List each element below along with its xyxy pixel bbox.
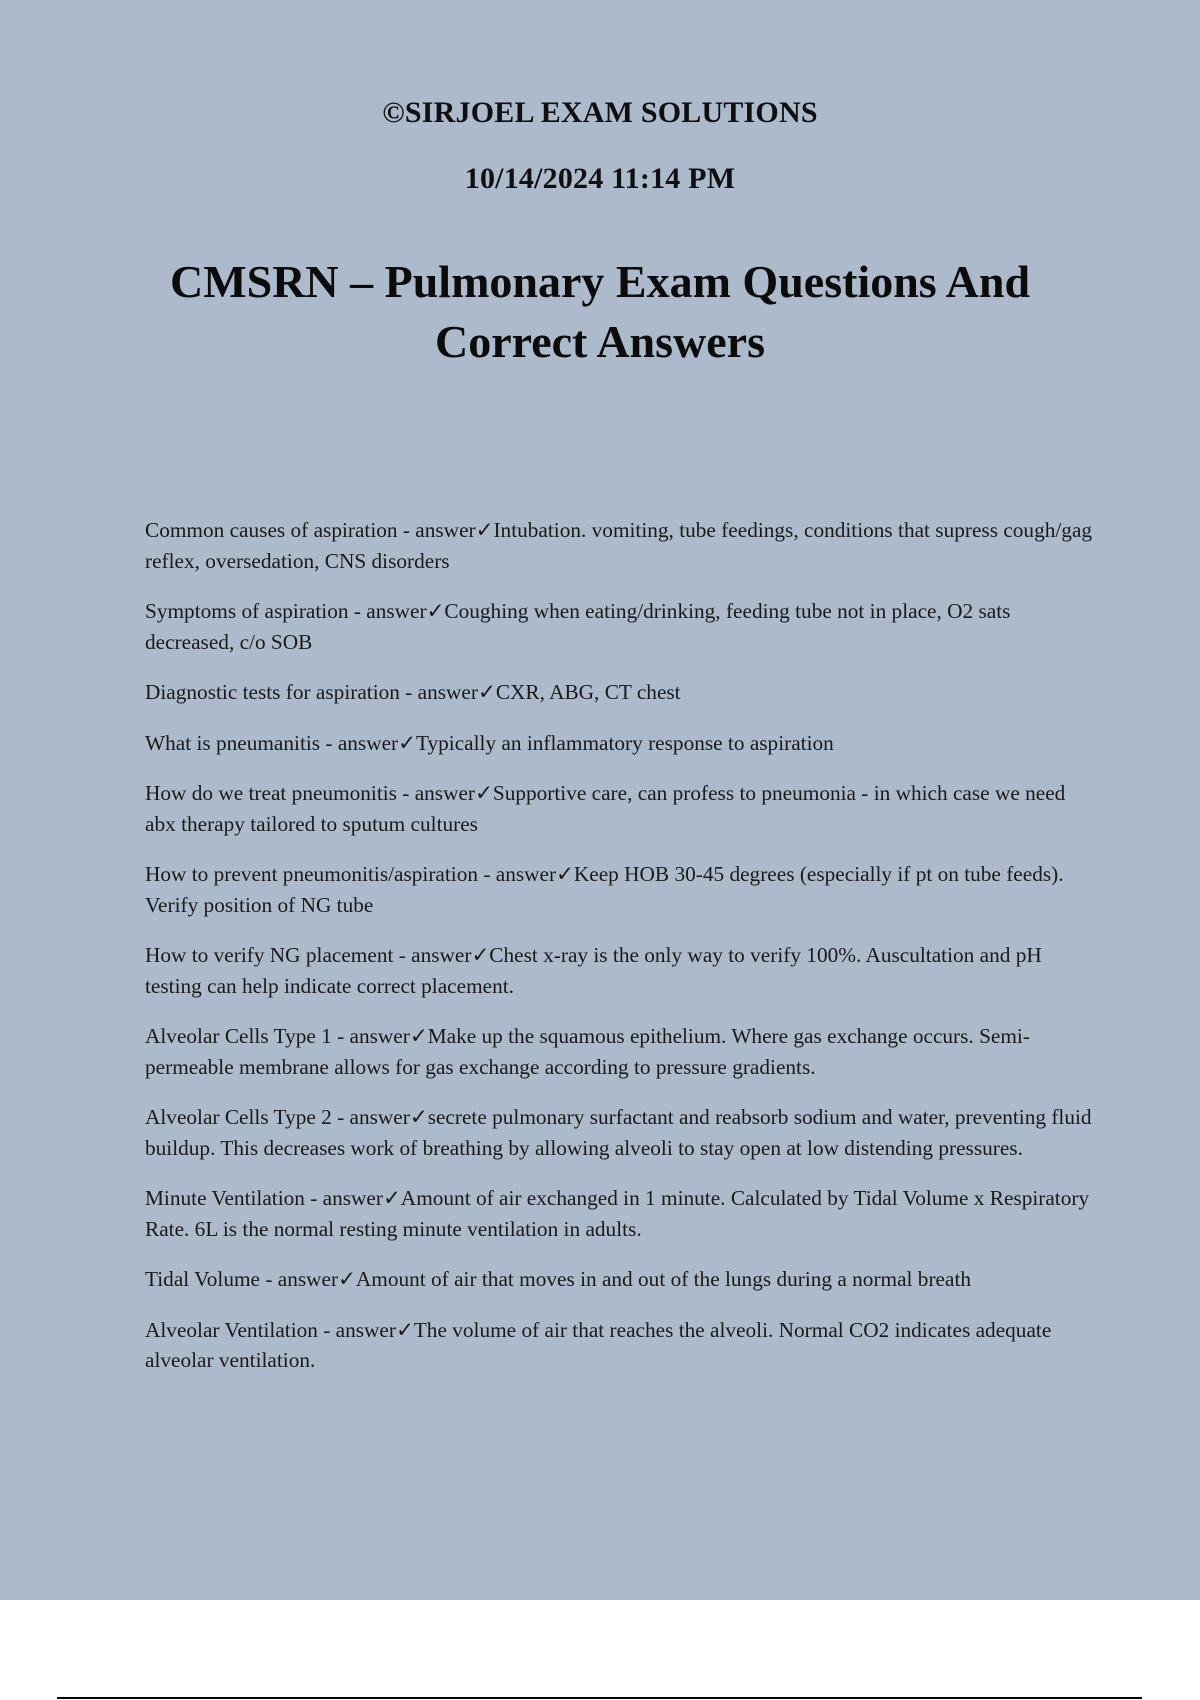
qa-item: How to verify NG placement - answer✓Chest x-ray is the only way to verify 100%. Auscultation and pH testing can help indicate correct placement.	[145, 943, 1042, 998]
qa-item: How to prevent pneumonitis/aspiration - answer✓Keep HOB 30-45 degrees (especially if pt on tube feeds). Verify position of NG tube	[145, 862, 1064, 917]
qa-item: How do we treat pneumonitis - answer✓Supportive care, can profess to pneumonia - in which case we need abx therapy tailored to sputum cultures	[145, 781, 1066, 836]
qa-item: What is pneumanitis - answer✓Typically an inflammatory response to aspiration	[145, 730, 834, 755]
qa-item: Diagnostic tests for aspiration - answer✓CXR, ABG, CT chest	[145, 680, 681, 704]
qa-item: Minute Ventilation - answer✓Amount of air exchanged in 1 minute. Calculated by Tidal Volume x Respiratory Rate. 6L is the normal resting minute ventilation in adults.	[145, 1186, 1090, 1241]
footer-divider	[57, 1697, 1142, 1699]
qa-item: Tidal Volume - answer✓Amount of air that moves in and out of the lungs during a normal breath	[145, 1267, 972, 1291]
qa-item: Symptoms of aspiration - answer✓Coughing when eating/drinking, feeding tube not in place, O2 sats decreased, c/o SOB	[145, 599, 1011, 654]
qa-item: Common causes of aspiration - answer✓Intubation. vomiting, tube feedings, conditions that supress cough/gag reflex, oversedation, CNS disorders	[145, 518, 1093, 573]
brand-heading: ©SIRJOEL EXAM SOLUTIONS	[382, 96, 818, 129]
timestamp-heading: 10/14/2024 11:14 PM	[464, 162, 736, 195]
qa-item: Alveolar Ventilation - answer✓The volume of air that reaches the alveoli. Normal CO2 indicates adequate alveolar ventilation.	[145, 1317, 1052, 1372]
document-title: CMSRN – Pulmonary Exam Questions And Correct Answers	[169, 256, 1031, 367]
qa-list	[145, 515, 1095, 1396]
qa-item: Alveolar Cells Type 2 - answer✓secrete pulmonary surfactant and reabsorb sodium and water, preventing fluid buildup. This decreases work of breathing by allowing alveoli to stay open at low distending pressures.	[145, 1105, 1092, 1160]
qa-item: Alveolar Cells Type 1 - answer✓Make up the squamous epithelium. Where gas exchange occurs. Semi-permeable membrane allows for gas exchange according to pressure gradients.	[145, 1024, 1030, 1079]
